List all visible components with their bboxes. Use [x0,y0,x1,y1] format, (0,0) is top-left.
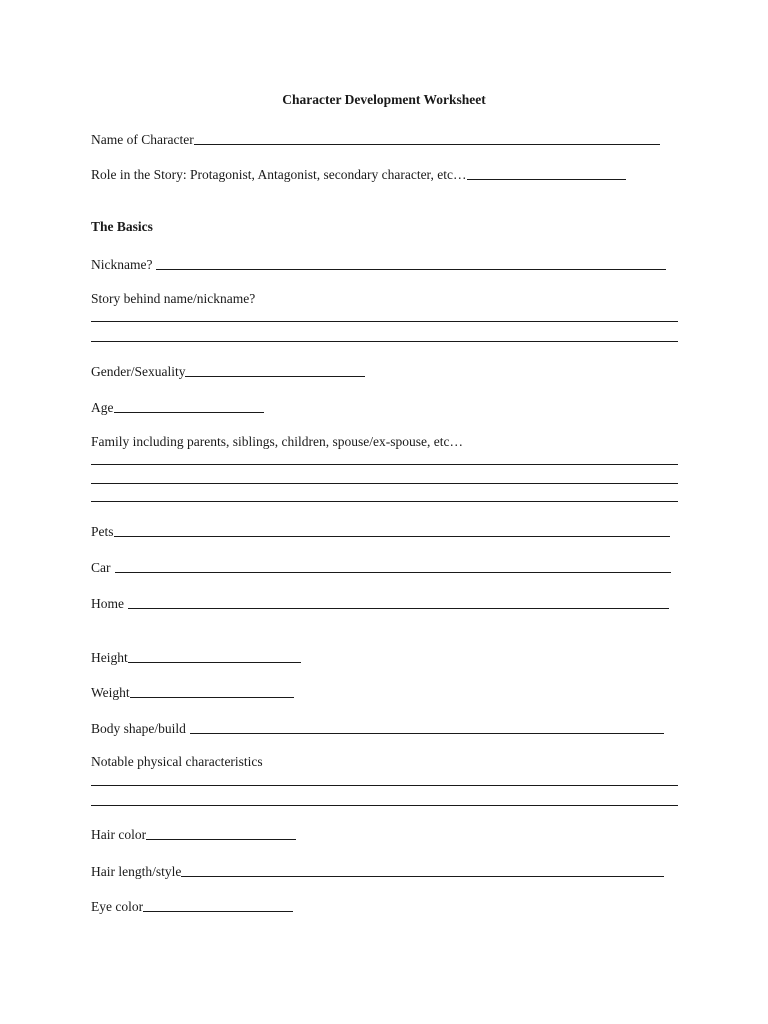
hair-color-label: Hair color [91,827,147,842]
weight-row [91,683,294,701]
story-behind-name-label: Story behind name/nickname? [91,291,256,306]
gender-label: Gender/Sexuality [91,364,186,379]
car-row [91,558,671,576]
hair-length-row [91,862,664,880]
role-in-story-field[interactable] [467,166,626,180]
eye-color-label: Eye color [91,899,144,914]
weight-label: Weight [91,685,130,700]
home-label: Home [91,596,124,611]
name-of-character-row [91,130,660,148]
family-line-3[interactable] [91,501,678,502]
family-row [91,434,463,452]
hair-length-label: Hair length/style [91,864,182,879]
height-field[interactable] [128,649,301,663]
nickname-row [91,255,666,273]
role-in-story-label: Role in the Story: Protagonist, Antagonist, secondary character, etc… [91,167,467,182]
notable-physical-row [91,754,263,772]
notable-physical-label: Notable physical characteristics [91,754,263,769]
body-shape-row [91,719,664,737]
height-row [91,648,301,666]
section-heading-basics: The Basics [91,219,153,234]
body-shape-label: Body shape/build [91,721,186,736]
worksheet-title: Character Development Worksheet [282,92,486,107]
nickname-field[interactable] [156,256,666,270]
pets-row [91,522,670,540]
age-label: Age [91,400,114,415]
gender-field[interactable] [185,363,365,377]
family-line-2[interactable] [91,483,678,484]
role-in-story-row [91,165,626,183]
car-field[interactable] [115,559,671,573]
height-label: Height [91,650,128,665]
story-behind-name-line-2[interactable] [91,341,678,342]
story-behind-name-row [91,291,255,309]
eye-color-row [91,897,293,915]
weight-field[interactable] [130,684,294,698]
car-label: Car [91,560,111,575]
family-line-1[interactable] [91,464,678,465]
gender-row [91,362,365,380]
age-field[interactable] [114,399,264,413]
hair-color-field[interactable] [146,826,296,840]
hair-color-row [91,825,296,843]
eye-color-field[interactable] [143,898,293,912]
pets-label: Pets [91,524,114,539]
hair-length-field[interactable] [181,863,664,877]
pets-field[interactable] [114,523,670,537]
name-of-character-field[interactable] [194,131,660,145]
home-row [91,594,669,612]
notable-physical-line-2[interactable] [91,805,678,806]
notable-physical-line-1[interactable] [91,785,678,786]
nickname-label: Nickname? [91,257,153,272]
family-label: Family including parents, siblings, children, spouse/ex-spouse, etc… [91,434,463,449]
age-row [91,398,264,416]
name-of-character-label: Name of Character [91,132,194,147]
story-behind-name-line-1[interactable] [91,321,678,322]
body-shape-field[interactable] [190,720,664,734]
home-field[interactable] [128,595,669,609]
